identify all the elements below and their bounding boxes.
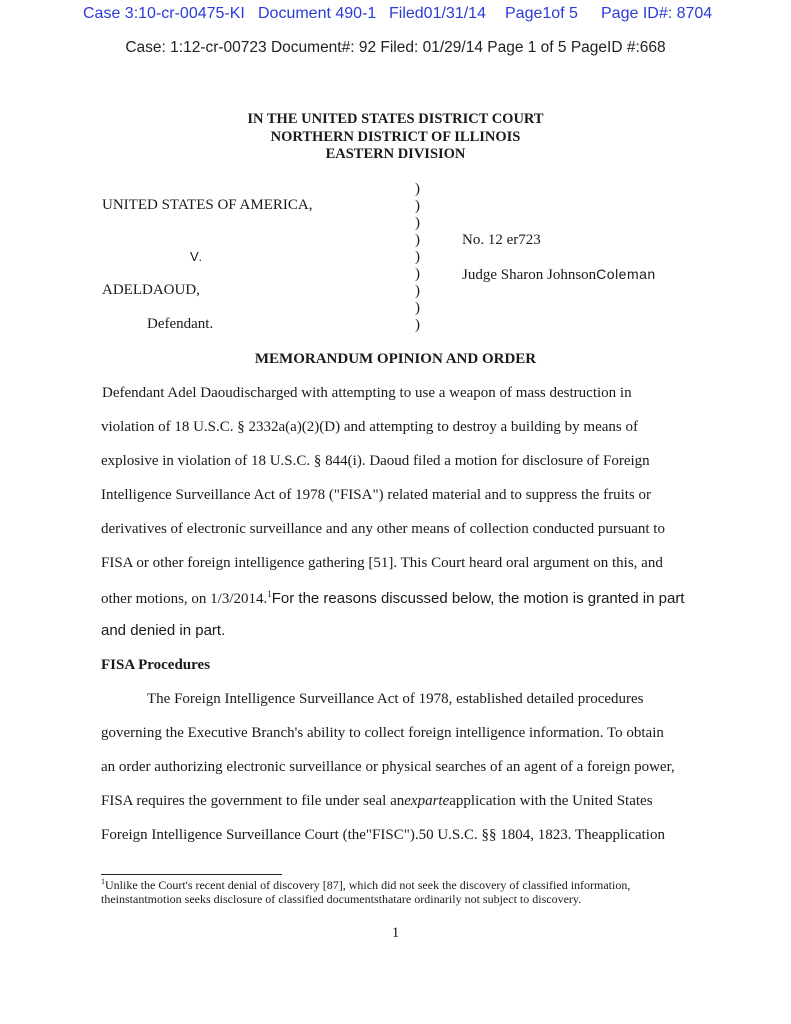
caption-judge-surname: Coleman	[596, 266, 656, 282]
caption-paren: )	[415, 266, 420, 282]
footnote-reference: 1	[267, 589, 272, 599]
stamp-page-id: Page ID#: 8704	[601, 5, 713, 22]
footnote-line	[101, 877, 630, 893]
stamp-filed-date: Filed01/31/14	[389, 5, 486, 22]
caption-paren: )	[415, 232, 420, 248]
body-line: violation of 18 U.S.C. § 2332a(a)(2)(D) and attempting to destroy a building by means of	[101, 419, 638, 435]
footnote-text: Unlike the Court's recent denial of discovery [87], which did not seek the discovery of classified information,	[105, 878, 631, 892]
body-text-sans: For the reasons discussed below, the motion is granted in part	[271, 590, 685, 607]
page-number: 1	[391, 925, 400, 941]
footnote-divider	[101, 874, 282, 875]
body-line: governing the Executive Branch's ability to collect foreign intelligence information. To obtain	[101, 725, 664, 741]
body-line: an order authorizing electronic surveillance or physical searches of an agent of a foreign power,	[101, 759, 675, 775]
court-name: IN THE UNITED STATES DISTRICT COURT	[247, 111, 544, 127]
caption-plaintiff: UNITED STATES OF AMERICA,	[102, 197, 313, 213]
caption-judge	[462, 266, 656, 284]
stamp-case-number: Case 3:10-cr-00475-KI	[83, 5, 245, 22]
body-line: FISA or other foreign intelligence gathering [51]. This Court heard oral argument on this, and	[101, 555, 663, 571]
secondary-case-header: Case: 1:12-cr-00723 Document#: 92 Filed: 01/29/14 Page 1 of 5 PageID #:668	[125, 39, 666, 56]
body-line-sans: and denied in part.	[101, 622, 226, 639]
body-line: Defendant Adel Daoudischarged with attempting to use a weapon of mass destruction in	[102, 385, 632, 401]
caption-case-number: No. 12 er723	[462, 232, 541, 248]
caption-paren: )	[415, 300, 420, 316]
caption-paren: )	[415, 249, 420, 265]
stamp-document-number: Document 490-1	[258, 5, 377, 22]
caption-paren: )	[415, 215, 420, 231]
caption-defendant-name: ADELDAOUD,	[102, 282, 200, 298]
body-line: The Foreign Intelligence Surveillance Act of 1978, established detailed procedures	[147, 691, 644, 707]
document-title: MEMORANDUM OPINION AND ORDER	[254, 351, 537, 367]
caption-paren: )	[415, 317, 420, 333]
caption-defendant-role: Defendant.	[147, 316, 214, 332]
section-heading: FISA Procedures	[101, 657, 211, 673]
caption-judge-name: Judge Sharon Johnson	[462, 267, 597, 283]
body-line: Intelligence Surveillance Act of 1978 ("FISA") related material and to suppress the fruits or	[101, 487, 652, 503]
caption-paren: )	[415, 198, 420, 214]
caption-paren: )	[415, 283, 420, 299]
body-line: Foreign Intelligence Surveillance Court (the"FISC").50 U.S.C. §§ 1804, 1823. Theapplication	[101, 827, 665, 843]
body-line: explosive in violation of 18 U.S.C. § 844(i). Daoud filed a motion for disclosure of Foreign	[101, 453, 650, 469]
body-line: derivatives of electronic surveillance and any other means of collection conducted pursuant to	[101, 521, 665, 537]
court-district: NORTHERN DISTRICT OF ILLINOIS	[270, 129, 521, 145]
body-line-with-footnote	[101, 589, 684, 608]
body-text: application with the United States	[449, 793, 653, 809]
footnote-line: theinstantmotion seeks disclosure of classified documentsthatare ordinarily not subject to discovery.	[101, 892, 582, 906]
court-division: EASTERN DIVISION	[325, 146, 466, 162]
body-text: FISA requires the government to file under seal an	[101, 793, 405, 809]
footnote-marker: 1	[101, 877, 105, 886]
caption-paren: )	[415, 181, 420, 197]
body-text: other motions, on 1/3/2014.	[101, 591, 268, 607]
caption-versus: V.	[190, 249, 204, 264]
body-line-with-italic	[101, 793, 653, 810]
italic-term: exparte	[404, 793, 450, 809]
stamp-page-count: Page1of 5	[505, 5, 578, 22]
